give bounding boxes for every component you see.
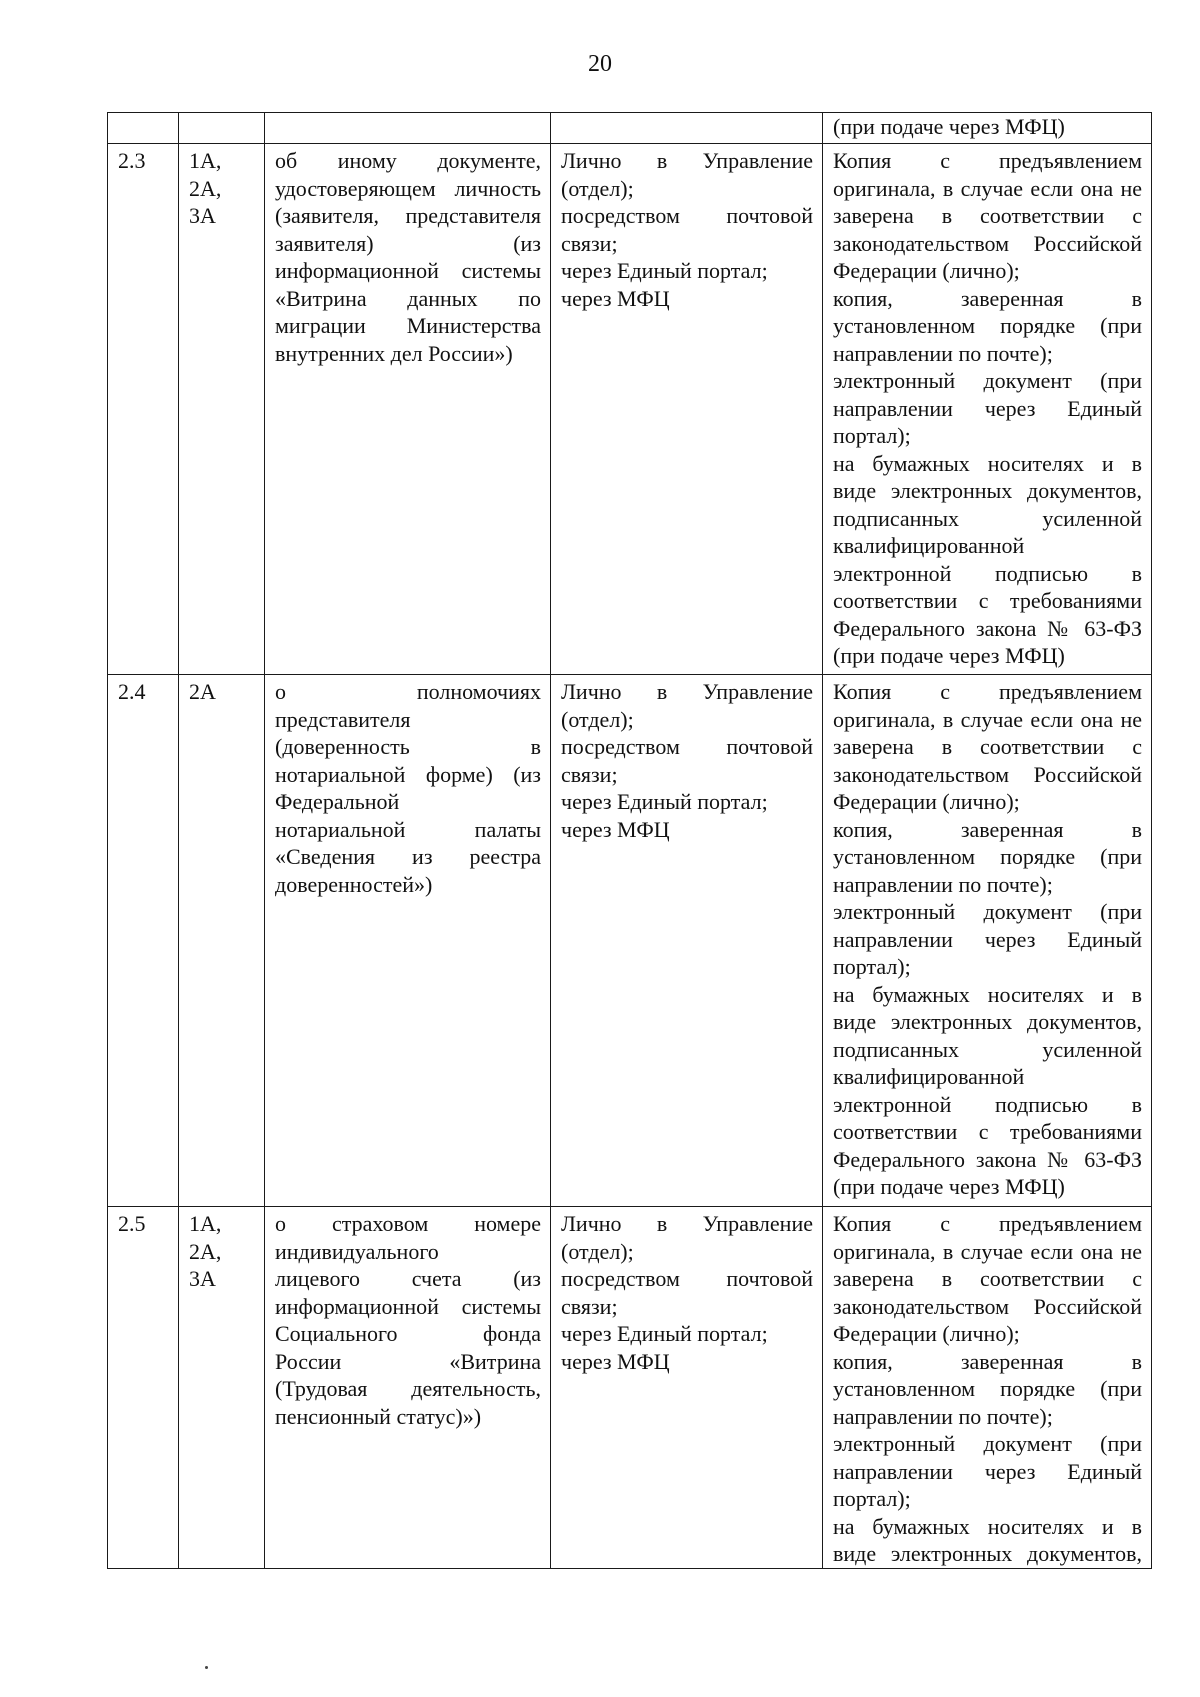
submission-method-cell xyxy=(551,675,823,1207)
text-line: (Трудовая деятельность, xyxy=(275,1376,541,1401)
text-line: направлении по почте); xyxy=(833,1403,1053,1429)
documents-table xyxy=(107,112,1152,1569)
text-line: 2А, xyxy=(189,1238,222,1264)
submission-method-cell xyxy=(551,113,823,144)
table-row xyxy=(108,144,1152,675)
submission-method-cell xyxy=(551,1207,823,1569)
text-line: о страховом номере xyxy=(275,1211,541,1236)
text-line: (при подаче через МФЦ) xyxy=(833,643,1065,668)
text-line: на бумажных носителях и в xyxy=(833,450,1142,476)
text-line: «Витрина данных по xyxy=(275,285,541,311)
text-line: электронный документ (при xyxy=(833,899,1142,924)
text-line: Федерации (лично); xyxy=(833,789,1020,814)
text-line: законодательством Российской xyxy=(833,1293,1142,1319)
text-line: о полномочиях xyxy=(275,679,541,704)
document-name-cell xyxy=(265,144,551,675)
text-line: на бумажных носителях и в xyxy=(833,1513,1142,1539)
text-line: Федерации (лично); xyxy=(833,258,1020,283)
page-number: 20 xyxy=(588,51,612,77)
text-line: электронный документ (при xyxy=(833,1431,1142,1456)
row-number-cell: 2.4 xyxy=(108,675,179,1207)
text-line: 2А xyxy=(189,679,216,704)
text-line: электронной подписью в xyxy=(833,1091,1142,1117)
text-line: направлении через Единый xyxy=(833,1458,1142,1484)
text-line: Федерации (лично); xyxy=(833,1321,1020,1346)
text-line: 3А xyxy=(189,203,216,228)
text-line: соответствии с требованиями xyxy=(833,588,1142,613)
text-line: через МФЦ xyxy=(561,816,670,842)
text-line: установленном порядке (при xyxy=(833,1376,1142,1401)
text-line: направлении по почте); xyxy=(833,871,1053,897)
text-line: электронной подписью в xyxy=(833,560,1142,586)
text-line: об иному документе, xyxy=(275,148,541,173)
text-line: посредством почтовой xyxy=(561,734,813,759)
text-line: направлении через Единый xyxy=(833,395,1142,421)
scan-speck xyxy=(205,1666,208,1669)
text-line: направлении по почте); xyxy=(833,340,1053,366)
row-number-cell: 2.3 xyxy=(108,144,179,675)
document-form-cell xyxy=(823,1207,1152,1569)
text-line: Копия с предъявлением xyxy=(833,148,1142,173)
text-line: заверена в соответствии с xyxy=(833,203,1142,228)
text-line: законодательством Российской xyxy=(833,230,1142,256)
text-line: заверена в соответствии с xyxy=(833,734,1142,759)
text-line: квалифицированной xyxy=(833,1064,1025,1089)
text-line: копия, заверенная в xyxy=(833,816,1142,842)
text-line: через Единый портал; xyxy=(561,789,768,814)
text-line: Копия с предъявлением xyxy=(833,1211,1142,1236)
table-row xyxy=(108,113,1152,144)
applicant-category-cell xyxy=(179,675,265,1207)
text-line: 3А xyxy=(189,1266,216,1291)
text-line: копия, заверенная в xyxy=(833,285,1142,311)
text-line: установленном порядке (при xyxy=(833,313,1142,338)
applicant-category-cell xyxy=(179,113,265,144)
text-line: России «Витрина xyxy=(275,1348,541,1374)
row-number-cell: 2.5 xyxy=(108,1207,179,1569)
text-line: информационной системы xyxy=(275,258,541,283)
text-line: представителя xyxy=(275,706,411,732)
text-line: заявителя) (из xyxy=(275,230,541,256)
text-line: связи; xyxy=(561,230,618,256)
text-line: связи; xyxy=(561,1293,618,1319)
text-line: внутренних дел России») xyxy=(275,340,513,366)
text-line: оригинала, в случае если она не xyxy=(833,175,1142,201)
text-line: посредством почтовой xyxy=(561,203,813,228)
text-line: установленном порядке (при xyxy=(833,844,1142,869)
text-line: оригинала, в случае если она не xyxy=(833,1238,1142,1264)
text-line: лицевого счета (из xyxy=(275,1266,541,1291)
text-line: (отдел); xyxy=(561,175,634,201)
text-line: индивидуального xyxy=(275,1238,439,1264)
text-line: Федерального закона № 63-ФЗ xyxy=(833,615,1142,641)
text-line: копия, заверенная в xyxy=(833,1348,1142,1374)
table-row xyxy=(108,675,1152,1207)
text-line: Социального фонда xyxy=(275,1321,541,1346)
text-line: виде электронных документов, xyxy=(833,1541,1142,1566)
text-line: портал); xyxy=(833,423,911,448)
text-line: (отдел); xyxy=(561,706,634,732)
text-line: Лично в Управление xyxy=(561,148,813,173)
submission-method-cell xyxy=(551,144,823,675)
text-line: на бумажных носителях и в xyxy=(833,981,1142,1007)
document-name-cell xyxy=(265,113,551,144)
text-line: через МФЦ xyxy=(561,1348,670,1374)
text-line: через Единый портал; xyxy=(561,1321,768,1346)
text-line: через МФЦ xyxy=(561,285,670,311)
text-line: нотариальной форме) (из xyxy=(275,761,541,787)
text-line: удостоверяющем личность xyxy=(275,175,541,201)
text-line: законодательством Российской xyxy=(833,761,1142,787)
text-line: 2А, xyxy=(189,175,222,201)
document-name-cell xyxy=(265,675,551,1207)
text-line: (при подаче через МФЦ) xyxy=(833,1174,1065,1199)
text-line: 1А, xyxy=(189,148,222,173)
document-form-cell xyxy=(823,675,1152,1207)
text-line: виде электронных документов, xyxy=(833,1009,1142,1034)
text-line: виде электронных документов, xyxy=(833,478,1142,503)
table-row xyxy=(108,1207,1152,1569)
text-line: «Сведения из реестра xyxy=(275,844,541,869)
text-line: миграции Министерства xyxy=(275,313,541,338)
text-line: связи; xyxy=(561,761,618,787)
text-line: (заявителя, представителя xyxy=(275,203,541,228)
text-line: (при подаче через МФЦ) xyxy=(833,114,1065,139)
text-line: нотариальной палаты xyxy=(275,816,541,842)
text-line: (отдел); xyxy=(561,1238,634,1264)
text-line: подписанных усиленной xyxy=(833,505,1142,531)
text-line: посредством почтовой xyxy=(561,1266,813,1291)
text-line: Копия с предъявлением xyxy=(833,679,1142,704)
text-line: подписанных усиленной xyxy=(833,1036,1142,1062)
text-line: Лично в Управление xyxy=(561,1211,813,1236)
text-line: портал); xyxy=(833,1486,911,1511)
text-line: доверенностей») xyxy=(275,871,433,897)
text-line: квалифицированной xyxy=(833,533,1025,558)
text-line: заверена в соответствии с xyxy=(833,1266,1142,1291)
applicant-category-cell xyxy=(179,144,265,675)
applicant-category-cell xyxy=(179,1207,265,1569)
text-line: Лично в Управление xyxy=(561,679,813,704)
document-form-cell xyxy=(823,144,1152,675)
document-form-cell xyxy=(823,113,1152,144)
text-line: пенсионный статус)») xyxy=(275,1403,482,1429)
text-line: Федерального закона № 63-ФЗ xyxy=(833,1146,1142,1172)
text-line: соответствии с требованиями xyxy=(833,1119,1142,1144)
text-line: направлении через Единый xyxy=(833,926,1142,952)
text-line: Федеральной xyxy=(275,789,400,814)
document-name-cell xyxy=(265,1207,551,1569)
text-line: (доверенность в xyxy=(275,734,541,759)
text-line: 1А, xyxy=(189,1211,222,1236)
text-line: через Единый портал; xyxy=(561,258,768,283)
text-line: оригинала, в случае если она не xyxy=(833,706,1142,732)
text-line: электронный документ (при xyxy=(833,368,1142,393)
text-line: информационной системы xyxy=(275,1293,541,1319)
text-line: портал); xyxy=(833,954,911,979)
row-number-cell xyxy=(108,113,179,144)
